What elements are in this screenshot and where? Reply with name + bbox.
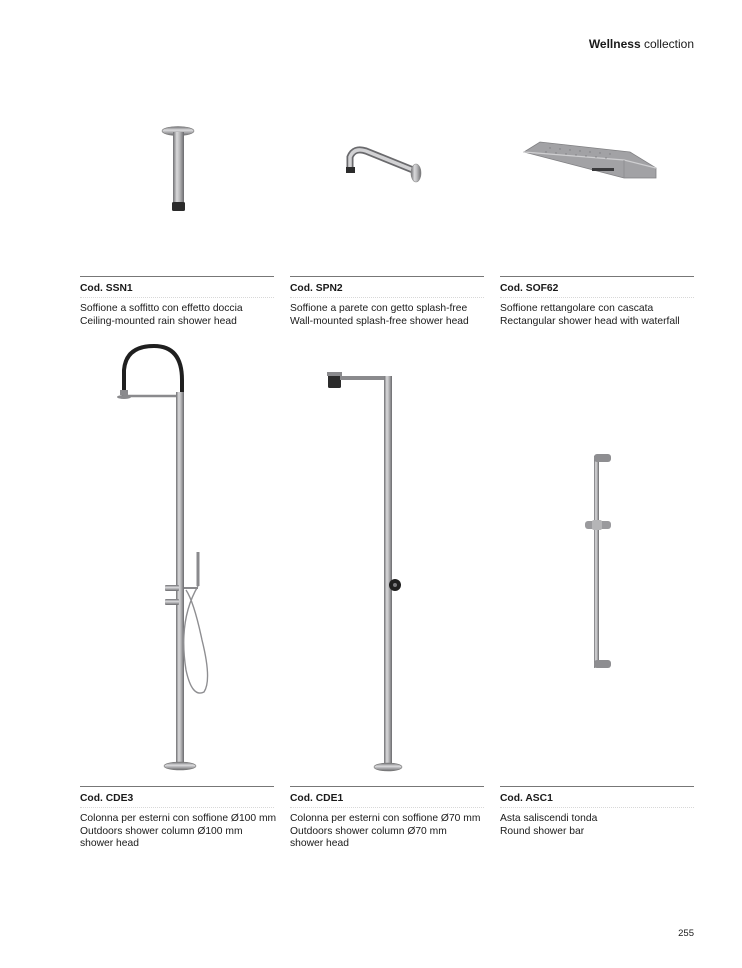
product-desc-en: Wall-mounted splash-free shower head [290,315,469,327]
outdoor-shower-column-image [322,366,406,774]
product-desc-it: Asta saliscendi tonda [500,813,598,824]
product-desc-en: Rectangular shower head with waterfall [500,315,680,327]
page-number: 255 [678,928,694,939]
product-code: Cod. SSN1 [80,283,274,298]
collection-title [589,37,694,51]
rectangular-shower-head-image [520,138,660,184]
caption-rule [500,786,694,787]
caption-rule [290,276,484,277]
caption-rule [80,786,274,787]
product-caption-cde3 [80,786,277,851]
wall-shower-arm-image [340,143,424,185]
product-caption-ssn1 [80,276,274,328]
product-caption-sof62 [500,276,694,328]
product-code: Cod. SPN2 [290,283,484,298]
product-desc-it: Soffione a parete con getto splash-free [290,303,468,314]
collection-title-rest: collection [640,37,694,51]
product-code: Cod. CDE3 [80,793,274,808]
product-caption-cde1 [290,786,484,851]
product-code: Cod. SOF62 [500,283,694,298]
product-desc-en: Round shower bar [500,825,585,837]
outdoor-shower-column-arc-image [110,340,220,774]
collection-title-bold: Wellness [588,37,641,51]
ceiling-shower-head-image [158,122,200,214]
caption-rule [500,276,694,277]
caption-rule [80,276,274,277]
product-desc-it: Soffione a soffitto con effetto doccia [80,303,243,314]
product-code: Cod. ASC1 [500,793,694,808]
product-caption-asc1 [500,786,694,838]
product-caption-spn2 [290,276,484,328]
product-desc-en: Outdoors shower column Ø100 mm [80,825,243,837]
product-code: Cod. CDE1 [290,793,484,808]
product-desc-en: Outdoors shower column Ø70 mm [290,825,447,837]
product-desc-it: Colonna per esterni con soffione Ø100 mm [80,813,277,824]
product-desc-it: Soffione rettangolare con cascata [500,303,654,314]
caption-rule [290,786,484,787]
product-desc-en: Ceiling-mounted rain shower head [80,315,237,327]
shower-bar-image [582,450,618,674]
product-desc-it: Colonna per esterni con soffione Ø70 mm [290,813,481,824]
product-desc-en-cont: shower head [80,838,139,849]
product-desc-en-cont: shower head [290,838,349,849]
